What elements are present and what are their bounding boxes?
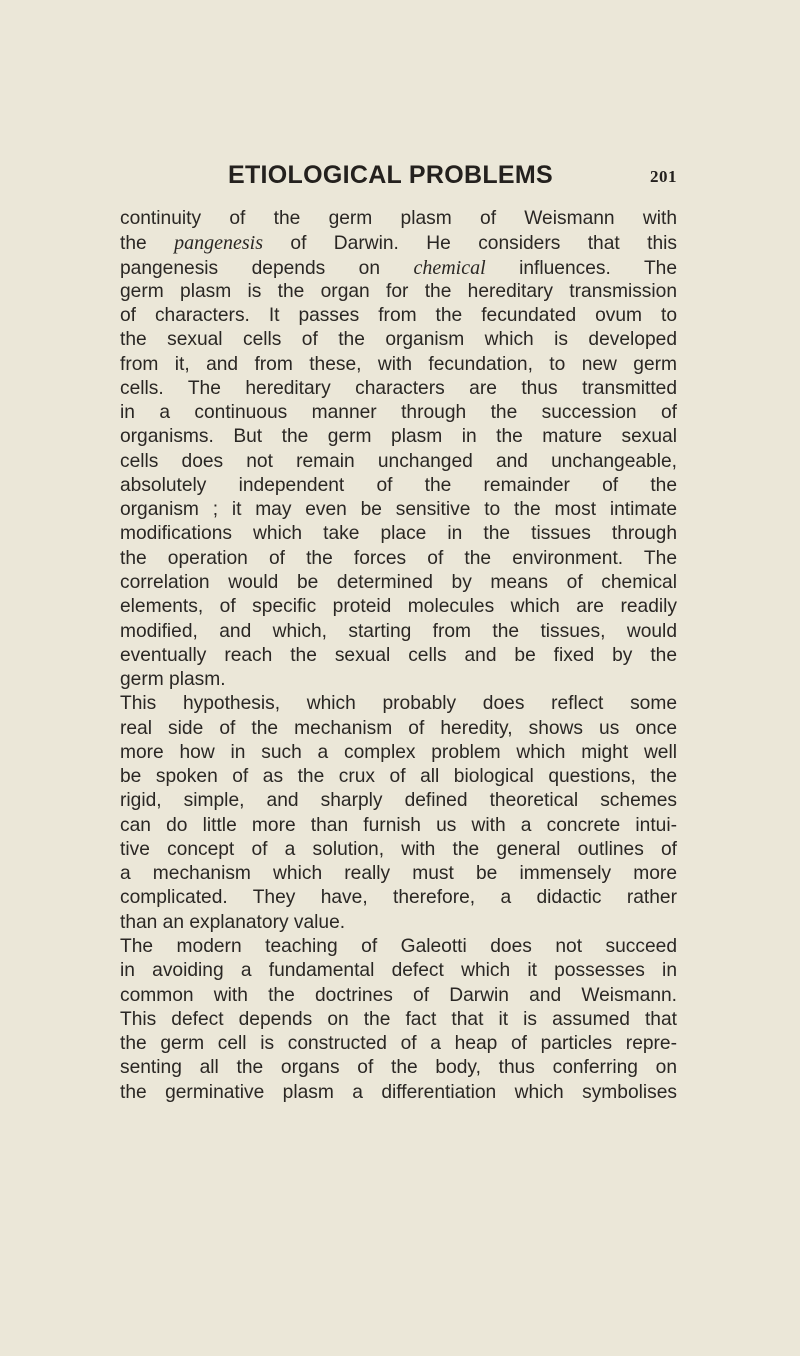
text-line: can do little more than furnish us with a concrete intui- <box>120 814 677 836</box>
text-line: the sexual cells of the organism which is developed <box>120 329 677 351</box>
text-line: the pangenesis of Darwin. He considers that this <box>120 232 677 255</box>
text-line: pangenesis depends on chemical influences. The <box>120 256 678 279</box>
text-line: more how in such a complex problem which might well <box>120 741 677 763</box>
text-line: the germ cell is constructed of a heap of particles repre- <box>120 1033 677 1055</box>
text-line: The modern teaching of Galeotti does not succeed <box>120 935 677 957</box>
text-line: rigid, simple, and sharply defined theoretical schemes <box>120 790 677 812</box>
text-line: This defect depends on the fact that it is assumed that <box>120 1008 677 1030</box>
text-line: common with the doctrines of Darwin and Weismann. <box>120 984 677 1006</box>
text-line: organisms. But the germ plasm in the mature sexual <box>120 426 677 448</box>
running-head <box>120 158 677 194</box>
text-line: continuity of the germ plasm of Weismann with <box>120 208 677 229</box>
text-line: elements, of specific proteid molecules which are readily <box>120 596 677 618</box>
text-line: the germinative plasm a differentiation which symbolises <box>120 1081 677 1103</box>
text-line: the operation of the forces of the environment. The <box>120 547 677 569</box>
text-line: in avoiding a fundamental defect which it possesses in <box>120 960 677 982</box>
text-line: cells does not remain unchanged and unchangeable, <box>120 450 677 472</box>
running-title: ETIOLOGICAL PROBLEMS <box>228 161 553 189</box>
text-line: real side of the mechanism of heredity, shows us once <box>120 717 677 739</box>
text-line: modified, and which, starting from the tissues, would <box>120 620 677 642</box>
text-line: correlation would be determined by means of chemical <box>120 571 677 593</box>
text-line: modifications which take place in the tissues through <box>120 523 677 545</box>
text-line: in a continuous manner through the succession of <box>120 402 677 424</box>
text-line: absolutely independent of the remainder of the <box>120 474 677 496</box>
page-number: 201 <box>650 167 677 186</box>
text-line: a mechanism which really must be immensely more <box>120 863 677 885</box>
text-line: tive concept of a solution, with the general outlines of <box>120 838 677 860</box>
text-line: than an explanatory value. <box>120 911 346 933</box>
text-line: This hypothesis, which probably does reflect some <box>120 693 677 715</box>
text-line: germ plasm is the organ for the hereditary transmission <box>120 280 677 302</box>
text-line: of characters. It passes from the fecundated ovum to <box>120 305 677 327</box>
text-line: germ plasm. <box>120 669 226 691</box>
italic-term: chemical <box>413 256 486 279</box>
text-line: senting all the organs of the body, thus conferring on <box>120 1057 677 1079</box>
text-line: cells. The hereditary characters are thus transmitted <box>120 377 677 399</box>
text-line: be spoken of as the crux of all biological questions, the <box>120 766 677 788</box>
text-line: from it, and from these, with fecundation, to new germ <box>120 353 677 375</box>
body-text <box>120 207 677 1105</box>
text-line: organism ; it may even be sensitive to the most intimate <box>120 499 677 521</box>
text-line: complicated. They have, therefore, a didactic rather <box>120 887 677 909</box>
text-line: eventually reach the sexual cells and be fixed by the <box>120 644 677 666</box>
italic-term: pangenesis <box>174 232 263 255</box>
